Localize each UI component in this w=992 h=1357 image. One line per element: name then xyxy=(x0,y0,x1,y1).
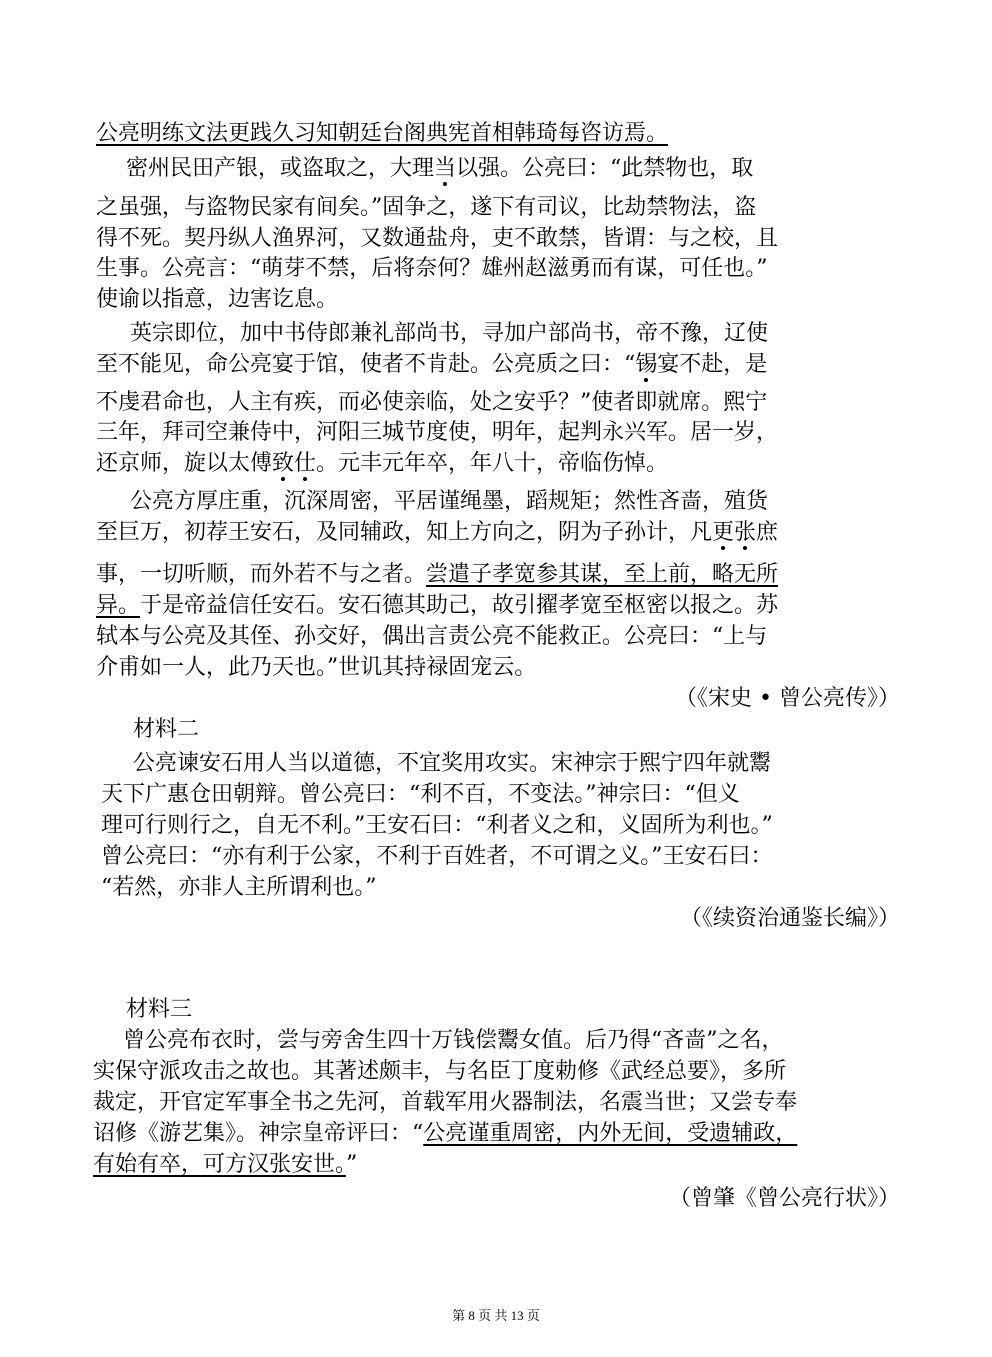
paragraph-3-line-6: 介甫如一人，此乃天也。”世讥其持禄固宠云。 xyxy=(96,655,537,680)
paragraph-1-line-5: 使谕以指意，边害讫息。 xyxy=(96,287,339,312)
emphasis-char: 致 xyxy=(272,451,295,476)
underlined-quote-end: 有始有卒，可方汉张安世。 xyxy=(93,1152,347,1177)
paragraph-2-line-1: 英宗即位，加中书侍郎兼礼部尚书，寻加户部尚书，帝不豫，辽使 xyxy=(130,321,769,346)
material-3-line-3: 裁定，开官定军事全书之先河，首载军用火器制法，名震当世；又尝专奉 xyxy=(93,1090,798,1115)
material-2-heading: 材料二 xyxy=(133,717,200,742)
material-3-line-5: 有始有卒，可方汉张安世。” xyxy=(93,1152,358,1177)
emphasis-char: 锡 xyxy=(635,352,658,377)
paragraph-2-line-4: 三年，拜司空兼侍中，河阳三城节度使，明年，起判永兴军。居一岁， xyxy=(96,420,779,445)
material-2-line-4: 曾公亮曰：“亦有利于公家，不利于百姓者，不可谓之义。”王安石曰： xyxy=(101,844,773,869)
paragraph-2-line-5: 还京师，旋以太傅致仕。元丰元年卒，年八十，帝临伤悼。 xyxy=(96,451,669,476)
material-2-line-1: 公亮谏安石用人当以道德，不宜奖用攻实。宋神宗于熙宁四年就鬻 xyxy=(133,751,772,776)
emphasis-char: 当 xyxy=(434,156,457,181)
paragraph-3-line-1: 公亮方厚庄重，沉深周密，平居谨绳墨，蹈规矩；然性吝啬，殖货 xyxy=(130,489,769,514)
paragraph-2-line-3: 不虔君命也，人主有疾，而必使亲临，处之安乎？”使者即就席。熙宁 xyxy=(96,390,768,415)
paragraph-3-line-4: 异。于是帝益信任安石。安石德其助己，故引擢孝宽至枢密以报之。苏 xyxy=(96,593,779,618)
paragraph-1-line-3: 得不死。契丹纵人渔界河，又数通盐舟，吏不敢禁，皆谓：与之校，且 xyxy=(96,226,779,251)
underlined-sentence-end: 异。 xyxy=(96,593,141,618)
source-citation-1: （《宋史 • 曾公亮传》） xyxy=(675,686,900,711)
underlined-quote: 公亮谨重周密，内外无间，受遗辅政， xyxy=(423,1121,798,1146)
emphasis-char: 仕 xyxy=(294,451,317,476)
paragraph-2-line-2: 至不能见，命公亮宴于馆，使者不肯赴。公亮质之曰：“锡宴不赴，是 xyxy=(96,352,768,377)
underlined-sentence: 尝遣子孝宽参其谋，至上前，略无所 xyxy=(426,562,779,587)
paragraph-3-line-5: 轼本与公亮及其侄、孙交好，偶出言责公亮不能救正。公亮曰：“上与 xyxy=(96,624,768,649)
page-number: 第 8 页 共 13 页 xyxy=(452,1308,540,1323)
paragraph-3-line-3: 事，一切听顺，而外若不与之者。尝遣子孝宽参其谋，至上前，略无所 xyxy=(96,562,779,587)
material-2-line-3: 理可行则行之，自无不利。”王安石曰：“利者义之和，义固所为利也。” xyxy=(101,813,773,838)
paragraph-3-line-2: 至巨万，初荐王安石，及同辅政，知上方向之，阴为子孙计，凡更张庶 xyxy=(96,520,779,545)
paragraph-1-line-4: 生事。公亮言：“萌芽不禁，后将奈何？雄州赵滋勇而有谋，可任也。” xyxy=(96,256,768,281)
paragraph-1-line-2: 之虽强，与盗物民家有间矣。”固争之，遂下有司议，比劫禁物法，盗 xyxy=(96,195,757,220)
paragraph-1-line-1: 密州民田产银，或盗取之，大理当以强。公亮曰：“此禁物也，取 xyxy=(126,156,754,181)
material-3-line-1: 曾公亮布衣时，尝与旁舍生四十万钱偿鬻女值。后乃得“吝啬”之名， xyxy=(123,1028,784,1053)
emphasis-char: 张 xyxy=(734,520,757,545)
material-3-line-4: 诏修《游艺集》。神宗皇帝评曰：“公亮谨重周密，内外无间，受遗辅政， xyxy=(93,1121,798,1146)
material-2-line-5: “若然，亦非人主所谓利也。” xyxy=(101,875,377,900)
material-2-line-2: 天下广惠仓田朝辩。曾公亮曰：“利不百，不变法。”神宗曰：“但义 xyxy=(101,782,740,807)
material-3-line-2: 实保守派攻击之故也。其著述颇丰，与名臣丁度勅修《武经总要》，多所 xyxy=(93,1059,787,1084)
material-3-heading: 材料三 xyxy=(126,997,193,1022)
source-citation-2: （《续资治通鉴长编》） xyxy=(679,906,900,931)
emphasis-char: 更 xyxy=(712,520,735,545)
passage-line-1: 公亮明练文法更践久习知朝廷台阁典宪首相韩琦每咨访焉。 xyxy=(96,121,669,146)
source-citation-3: （曾肇《曾公亮行状》） xyxy=(668,1186,900,1211)
